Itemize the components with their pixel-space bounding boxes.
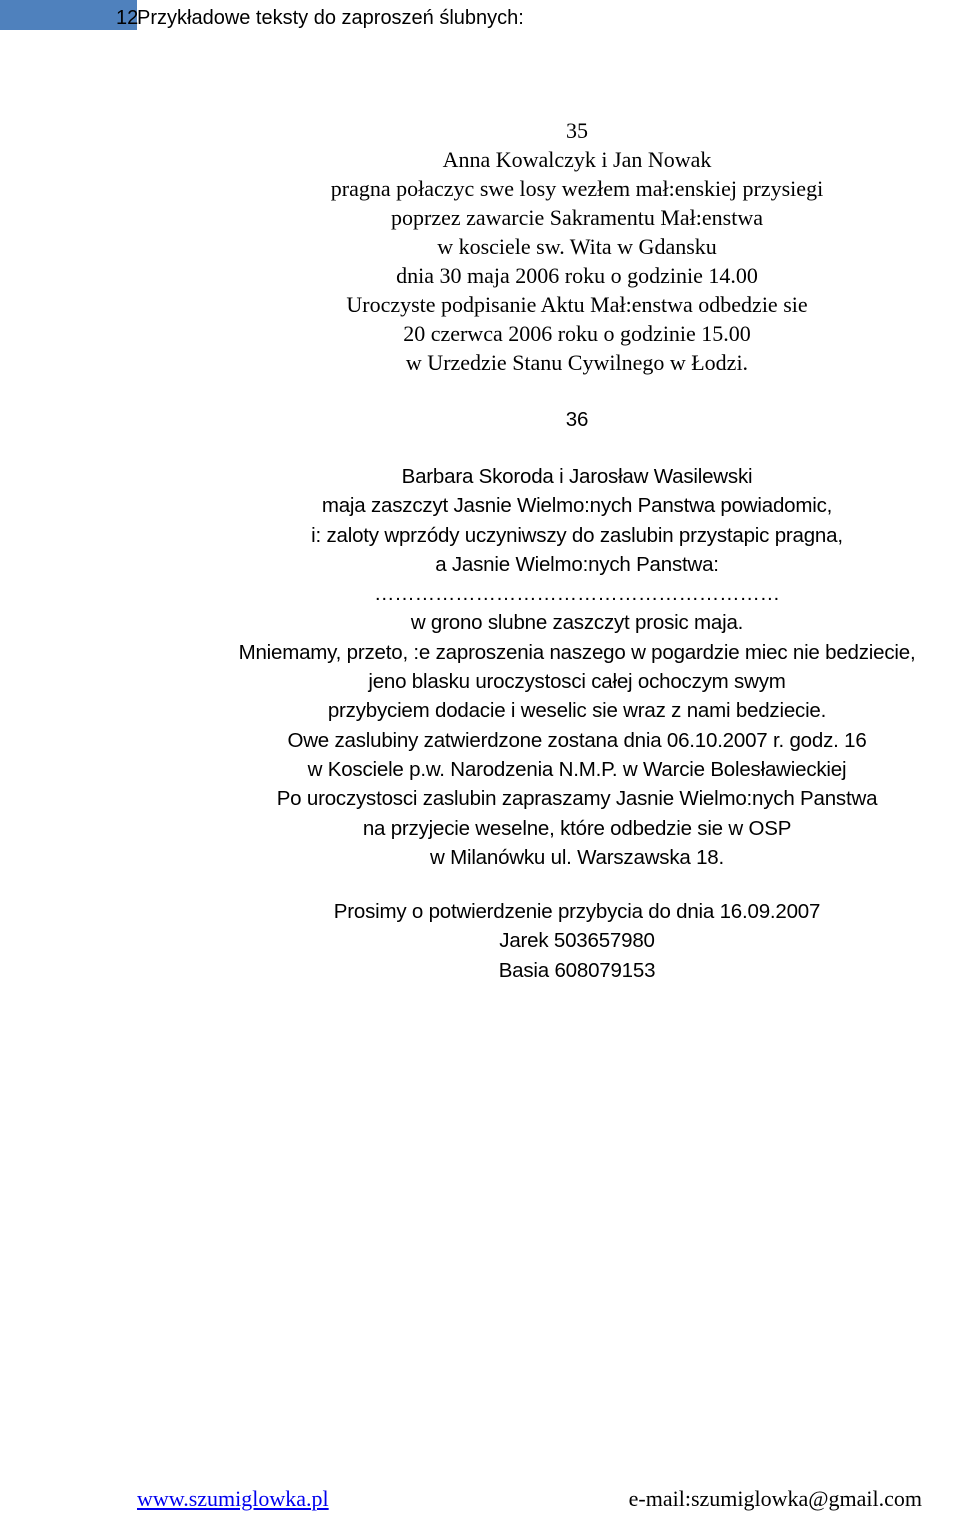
text-line: w Urzedzie Stanu Cywilnego w Łodzi. — [405, 350, 749, 375]
invitation-36 — [192, 462, 960, 872]
website-link[interactable]: www.szumiglowka.pl — [137, 1486, 329, 1511]
header-title: Przykładowe teksty do zaproszeń ślubnych: — [137, 7, 524, 29]
dotted-fill-line: …………………………………………………… — [373, 582, 780, 606]
contact-basia: Basia 608079153 — [498, 958, 656, 982]
text-line: a Jasnie Wielmo:nych Panstwa: — [435, 552, 719, 576]
text-line: Po uroczystosci zaslubin zapraszamy Jasnie Wielmo:nych Panstwa — [276, 787, 878, 811]
text-line: na przyjecie weselne, które odbedzie sie w OSP — [362, 816, 792, 840]
text-line: 20 czerwca 2006 roku o godzinie 15.00 — [403, 321, 751, 346]
text-line: przybyciem dodacie i weselic sie wraz z nami bedziecie. — [327, 699, 827, 723]
contact-jarek: Jarek 503657980 — [499, 929, 655, 953]
invitation-number: 36 — [565, 408, 589, 431]
rsvp-line: Prosimy o potwierdzenie przybycia do dnia 16.09.2007 — [333, 900, 821, 923]
invitation-36-number-block — [192, 405, 960, 434]
footer-email: e-mail:szumiglowka@gmail.com — [628, 1486, 922, 1511]
text-line: maja zaszczyt Jasnie Wielmo:nych Panstwa powiadomic, — [321, 494, 833, 518]
text-line: w Milanówku ul. Warszawska 18. — [429, 845, 724, 869]
page-footer — [0, 1484, 960, 1514]
text-line: i: zaloty wprzódy uczyniwszy do zaslubin przystapic pragna, — [311, 523, 843, 547]
text-line: Mniemamy, przeto, :e zaproszenia naszego w pogardzie miec nie bedziecie, — [238, 640, 916, 664]
text-line: jeno blasku uroczystosci całej ochoczym swym — [368, 670, 786, 694]
text-line: w Kosciele p.w. Narodzenia N.M.P. w Warcie Bolesławieckiej — [307, 757, 847, 781]
invitation-35 — [192, 116, 960, 377]
page-number: 12 — [116, 7, 139, 29]
text-line: Barbara Skoroda i Jarosław Wasilewski — [401, 465, 753, 488]
text-line: Anna Kowalczyk i Jan Nowak — [442, 147, 712, 172]
page-header — [0, 0, 960, 32]
text-line: dnia 30 maja 2006 roku o godzinie 14.00 — [396, 263, 758, 288]
text-line: Owe zaslubiny zatwierdzone zostana dnia 06.10.2007 r. godz. 16 — [287, 728, 867, 752]
text-line: w grono slubne zaszczyt prosic maja. — [410, 611, 744, 635]
text-line: w kosciele sw. Wita w Gdansku — [437, 234, 717, 259]
invitation-number: 35 — [566, 118, 588, 143]
text-line: Uroczyste podpisanie Aktu Mał:enstwa odbedzie sie — [346, 292, 808, 317]
text-line: poprzez zawarcie Sakramentu Mał:enstwa — [391, 205, 763, 230]
rsvp-block — [192, 897, 960, 985]
text-line: pragna połaczyc swe losy wezłem mał:enskiej przysiegi — [330, 176, 824, 201]
